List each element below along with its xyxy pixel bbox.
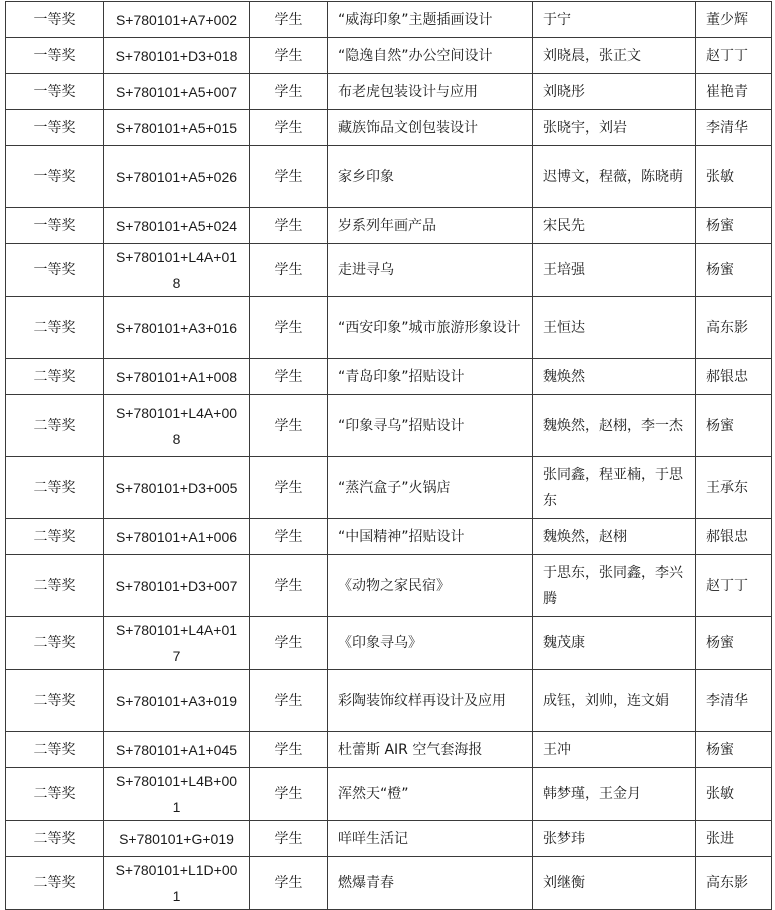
work-title-cell: 藏族饰品文创包装设计 <box>328 110 533 146</box>
table-row <box>6 395 772 457</box>
award-level-cell: 一等奖 <box>6 244 104 297</box>
category-cell: 学生 <box>250 519 328 555</box>
table-row <box>6 670 772 732</box>
authors-cell: 韩梦瑾，王金月 <box>533 768 696 821</box>
work-title-cell: “威海印象”主题插画设计 <box>328 2 533 38</box>
entry-code-cell: S+780101+A3+016 <box>104 297 250 359</box>
entry-code-cell: S+780101+A3+019 <box>104 670 250 732</box>
entry-code-cell: S+780101+A5+026 <box>104 146 250 208</box>
award-level-cell: 二等奖 <box>6 519 104 555</box>
advisor-cell: 赵丁丁 <box>696 555 772 617</box>
entry-code-cell: S+780101+D3+018 <box>104 38 250 74</box>
category-cell: 学生 <box>250 732 328 768</box>
authors-cell: 迟博文，程薇，陈晓萌 <box>533 146 696 208</box>
work-title-cell: “隐逸自然”办公空间设计 <box>328 38 533 74</box>
table-row <box>6 555 772 617</box>
award-level-cell: 二等奖 <box>6 768 104 821</box>
award-level-cell: 一等奖 <box>6 208 104 244</box>
advisor-cell: 赵丁丁 <box>696 38 772 74</box>
award-level-cell: 二等奖 <box>6 732 104 768</box>
work-title-cell: 岁系列年画产品 <box>328 208 533 244</box>
advisor-cell: 杨蜜 <box>696 617 772 670</box>
award-level-cell: 二等奖 <box>6 457 104 519</box>
category-cell: 学生 <box>250 457 328 519</box>
authors-cell: 宋民先 <box>533 208 696 244</box>
work-title-cell: 杜蕾斯 AIR 空气套海报 <box>328 732 533 768</box>
authors-cell: 刘继衡 <box>533 857 696 910</box>
entry-code-cell: S+780101+D3+007 <box>104 555 250 617</box>
category-cell: 学生 <box>250 38 328 74</box>
category-cell: 学生 <box>250 110 328 146</box>
category-cell: 学生 <box>250 821 328 857</box>
advisor-cell: 张敏 <box>696 146 772 208</box>
entry-code-cell: S+780101+L4A+018 <box>104 244 250 297</box>
authors-cell: 刘晓晨，张正文 <box>533 38 696 74</box>
category-cell: 学生 <box>250 617 328 670</box>
authors-cell: 刘晓彤 <box>533 74 696 110</box>
authors-cell: 于思东，张同鑫，李兴腾 <box>533 555 696 617</box>
table-row <box>6 74 772 110</box>
advisor-cell: 张进 <box>696 821 772 857</box>
award-level-cell: 二等奖 <box>6 670 104 732</box>
table-row <box>6 519 772 555</box>
table-row <box>6 359 772 395</box>
authors-cell: 张梦玮 <box>533 821 696 857</box>
advisor-cell: 李清华 <box>696 670 772 732</box>
authors-cell: 魏焕然，赵栩，李一杰 <box>533 395 696 457</box>
entry-code-cell: S+780101+A1+045 <box>104 732 250 768</box>
advisor-cell: 郝银忠 <box>696 519 772 555</box>
award-level-cell: 二等奖 <box>6 359 104 395</box>
award-level-cell: 一等奖 <box>6 146 104 208</box>
entry-code-cell: S+780101+A1+008 <box>104 359 250 395</box>
entry-code-cell: S+780101+L4A+017 <box>104 617 250 670</box>
table-row <box>6 146 772 208</box>
category-cell: 学生 <box>250 2 328 38</box>
advisor-cell: 郝银忠 <box>696 359 772 395</box>
award-level-cell: 一等奖 <box>6 74 104 110</box>
category-cell: 学生 <box>250 146 328 208</box>
category-cell: 学生 <box>250 768 328 821</box>
authors-cell: 王恒达 <box>533 297 696 359</box>
authors-cell: 张同鑫，程亚楠，于思东 <box>533 457 696 519</box>
award-level-cell: 二等奖 <box>6 821 104 857</box>
entry-code-cell: S+780101+G+019 <box>104 821 250 857</box>
award-level-cell: 二等奖 <box>6 617 104 670</box>
work-title-cell: “印象寻乌”招贴设计 <box>328 395 533 457</box>
authors-cell: 王培强 <box>533 244 696 297</box>
entry-code-cell: S+780101+L4A+008 <box>104 395 250 457</box>
work-title-cell: 浑然天“橙” <box>328 768 533 821</box>
work-title-cell: 走进寻乌 <box>328 244 533 297</box>
category-cell: 学生 <box>250 857 328 910</box>
advisor-cell: 高东影 <box>696 857 772 910</box>
award-level-cell: 一等奖 <box>6 38 104 74</box>
table-row <box>6 732 772 768</box>
entry-code-cell: S+780101+A7+002 <box>104 2 250 38</box>
category-cell: 学生 <box>250 244 328 297</box>
work-title-cell: “中国精神”招贴设计 <box>328 519 533 555</box>
table-row <box>6 768 772 821</box>
award-level-cell: 二等奖 <box>6 297 104 359</box>
table-row <box>6 857 772 910</box>
entry-code-cell: S+780101+A5+024 <box>104 208 250 244</box>
table-row <box>6 110 772 146</box>
work-title-cell: 布老虎包装设计与应用 <box>328 74 533 110</box>
advisor-cell: 杨蜜 <box>696 208 772 244</box>
authors-cell: 魏焕然 <box>533 359 696 395</box>
award-level-cell: 二等奖 <box>6 555 104 617</box>
table-row <box>6 208 772 244</box>
advisor-cell: 杨蜜 <box>696 244 772 297</box>
work-title-cell: 《动物之家民宿》 <box>328 555 533 617</box>
authors-cell: 魏茂康 <box>533 617 696 670</box>
work-title-cell: “青岛印象”招贴设计 <box>328 359 533 395</box>
authors-cell: 于宁 <box>533 2 696 38</box>
award-level-cell: 一等奖 <box>6 110 104 146</box>
category-cell: 学生 <box>250 359 328 395</box>
work-title-cell: 《印象寻乌》 <box>328 617 533 670</box>
advisor-cell: 崔艳青 <box>696 74 772 110</box>
work-title-cell: 燃爆青春 <box>328 857 533 910</box>
advisor-cell: 王承东 <box>696 457 772 519</box>
category-cell: 学生 <box>250 670 328 732</box>
advisor-cell: 杨蜜 <box>696 732 772 768</box>
award-level-cell: 二等奖 <box>6 857 104 910</box>
table-row <box>6 617 772 670</box>
award-level-cell: 二等奖 <box>6 395 104 457</box>
table-row <box>6 38 772 74</box>
entry-code-cell: S+780101+A1+006 <box>104 519 250 555</box>
category-cell: 学生 <box>250 297 328 359</box>
entry-code-cell: S+780101+A5+007 <box>104 74 250 110</box>
table-row <box>6 244 772 297</box>
category-cell: 学生 <box>250 208 328 244</box>
advisor-cell: 高东影 <box>696 297 772 359</box>
table-row <box>6 297 772 359</box>
work-title-cell: “蒸汽盒子”火锅店 <box>328 457 533 519</box>
entry-code-cell: S+780101+D3+005 <box>104 457 250 519</box>
work-title-cell: 咩咩生活记 <box>328 821 533 857</box>
advisor-cell: 张敏 <box>696 768 772 821</box>
award-level-cell: 一等奖 <box>6 2 104 38</box>
advisor-cell: 杨蜜 <box>696 395 772 457</box>
authors-cell: 成钰，刘帅，连文娟 <box>533 670 696 732</box>
award-table-body <box>6 2 772 910</box>
table-row <box>6 457 772 519</box>
category-cell: 学生 <box>250 395 328 457</box>
table-row <box>6 821 772 857</box>
table-row <box>6 2 772 38</box>
entry-code-cell: S+780101+L4B+001 <box>104 768 250 821</box>
work-title-cell: 彩陶装饰纹样再设计及应用 <box>328 670 533 732</box>
category-cell: 学生 <box>250 555 328 617</box>
entry-code-cell: S+780101+L1D+001 <box>104 857 250 910</box>
advisor-cell: 李清华 <box>696 110 772 146</box>
authors-cell: 张晓宇，刘岩 <box>533 110 696 146</box>
authors-cell: 王冲 <box>533 732 696 768</box>
work-title-cell: “西安印象”城市旅游形象设计 <box>328 297 533 359</box>
category-cell: 学生 <box>250 74 328 110</box>
award-table <box>5 1 772 910</box>
work-title-cell: 家乡印象 <box>328 146 533 208</box>
authors-cell: 魏焕然，赵栩 <box>533 519 696 555</box>
advisor-cell: 董少辉 <box>696 2 772 38</box>
entry-code-cell: S+780101+A5+015 <box>104 110 250 146</box>
